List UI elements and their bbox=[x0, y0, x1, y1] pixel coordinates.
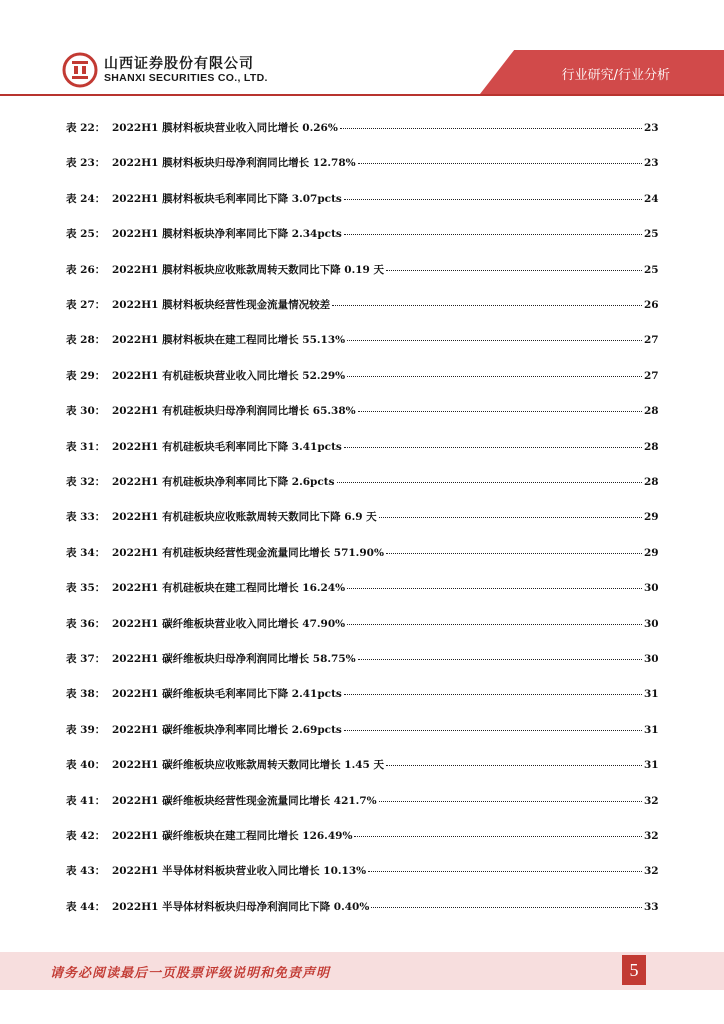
toc-entry-title: 2022H1 膜材料板块营业收入同比增长 0.26% bbox=[112, 122, 338, 134]
toc-entry-page: 31 bbox=[644, 759, 659, 772]
toc-entry[interactable] bbox=[66, 792, 658, 810]
toc-leader-dots bbox=[340, 118, 642, 129]
toc-entry[interactable] bbox=[66, 331, 658, 349]
toc-leader-dots bbox=[347, 330, 642, 341]
section-label: 行业研究/行业分析 bbox=[561, 68, 670, 83]
toc-entry[interactable] bbox=[66, 190, 658, 208]
toc-entry-page: 31 bbox=[644, 723, 659, 736]
toc-entry-title: 2022H1 有机硅板块毛利率同比下降 3.41pcts bbox=[112, 440, 342, 453]
toc-entry-title: 2022H1 有机硅板块经营性现金流量同比增长 571.90% bbox=[112, 546, 384, 559]
toc-entry-title: 2022H1 有机硅板块净利率同比下降 2.6pcts bbox=[112, 476, 335, 488]
page-number: 5 bbox=[622, 955, 646, 985]
toc-entry-page: 30 bbox=[644, 617, 659, 630]
toc-leader-dots bbox=[379, 791, 642, 802]
toc-entry-page: 28 bbox=[644, 405, 659, 418]
toc-entry-title: 2022H1 碳纤维板块毛利率同比下降 2.41pcts bbox=[112, 688, 342, 701]
toc-leader-dots bbox=[344, 720, 642, 731]
toc-entry-title: 2022H1 膜材料板块归母净利润同比增长 12.78% bbox=[112, 157, 356, 170]
toc-entry-page: 30 bbox=[644, 582, 659, 595]
toc-entry[interactable] bbox=[66, 367, 658, 385]
toc-leader-dots bbox=[368, 861, 642, 872]
company-name-cn: 山西证券股份有限公司 bbox=[104, 56, 254, 72]
toc-entry-label: 表 28： bbox=[66, 334, 106, 347]
toc-entry[interactable] bbox=[66, 579, 658, 597]
toc-leader-dots bbox=[332, 295, 642, 306]
toc-entry-title: 2022H1 碳纤维板块应收账款周转天数同比增长 1.45 天 bbox=[112, 759, 384, 772]
toc-entry-label: 表 30： bbox=[66, 405, 106, 418]
toc-leader-dots bbox=[358, 153, 642, 164]
toc-entry-page: 27 bbox=[644, 369, 659, 382]
toc-entry-page: 23 bbox=[644, 157, 659, 170]
toc-entry-label: 表 38： bbox=[66, 688, 106, 701]
toc-leader-dots bbox=[358, 401, 642, 412]
toc-entry-page: 29 bbox=[644, 546, 659, 559]
toc-entry-page: 33 bbox=[644, 900, 659, 913]
toc-entry-page: 32 bbox=[644, 794, 659, 807]
toc-entry-title: 2022H1 膜材料板块经营性现金流量情况较差 bbox=[112, 299, 331, 311]
toc-leader-dots bbox=[358, 649, 642, 660]
toc-entry-label: 表 29： bbox=[66, 369, 106, 382]
toc-leader-dots bbox=[386, 755, 642, 766]
toc-entry-page: 23 bbox=[644, 122, 659, 134]
toc-entry[interactable] bbox=[66, 898, 658, 916]
toc-leader-dots bbox=[344, 189, 642, 200]
toc-entry[interactable] bbox=[66, 615, 658, 633]
toc-entry-label: 表 24： bbox=[66, 192, 106, 205]
toc-entry[interactable] bbox=[66, 827, 658, 845]
toc-leader-dots bbox=[344, 224, 642, 235]
toc-entry[interactable] bbox=[66, 154, 658, 172]
toc-entry-title: 2022H1 膜材料板块净利率同比下降 2.34pcts bbox=[112, 228, 342, 241]
toc-leader-dots bbox=[386, 543, 642, 554]
toc-leader-dots bbox=[347, 614, 642, 625]
toc-entry-label: 表 39： bbox=[66, 723, 106, 736]
toc-entry-title: 2022H1 半导体材料板块归母净利润同比下降 0.40% bbox=[112, 900, 370, 913]
toc-entry-title: 2022H1 碳纤维板块在建工程同比增长 126.49% bbox=[112, 830, 353, 842]
toc-entry[interactable] bbox=[66, 685, 658, 703]
toc-entry-label: 表 35： bbox=[66, 582, 106, 595]
toc-leader-dots bbox=[344, 684, 642, 695]
toc-entry-label: 表 43： bbox=[66, 865, 106, 878]
toc-entry-label: 表 40： bbox=[66, 759, 106, 772]
toc-entry-page: 24 bbox=[644, 192, 659, 205]
toc-entry-label: 表 37： bbox=[66, 653, 106, 665]
toc-entry[interactable] bbox=[66, 438, 658, 456]
toc-leader-dots bbox=[337, 472, 642, 483]
toc-entry-title: 2022H1 半导体材料板块营业收入同比增长 10.13% bbox=[112, 865, 367, 878]
toc-entry-title: 2022H1 碳纤维板块经营性现金流量同比增长 421.7% bbox=[112, 794, 377, 807]
toc-entry-page: 28 bbox=[644, 440, 659, 453]
toc-entry-page: 25 bbox=[644, 228, 659, 241]
toc-entry[interactable] bbox=[66, 296, 658, 314]
toc-leader-dots bbox=[354, 826, 642, 837]
toc-entry-label: 表 32： bbox=[66, 476, 106, 488]
toc-entry-label: 表 27： bbox=[66, 299, 106, 311]
toc-entry-label: 表 42： bbox=[66, 830, 106, 842]
company-name-en: SHANXI SECURITIES CO., LTD. bbox=[104, 72, 268, 84]
toc-leader-dots bbox=[344, 437, 642, 448]
toc-entry-page: 32 bbox=[644, 830, 659, 842]
toc-leader-dots bbox=[386, 260, 642, 271]
toc-entry-title: 2022H1 膜材料板块在建工程同比增长 55.13% bbox=[112, 334, 346, 347]
toc-entry-label: 表 23： bbox=[66, 157, 106, 170]
toc-entry-label: 表 36： bbox=[66, 617, 106, 630]
toc-entry-label: 表 31： bbox=[66, 440, 106, 453]
toc-entry[interactable] bbox=[66, 721, 658, 739]
toc-entry-page: 31 bbox=[644, 688, 659, 701]
toc-entry-title: 2022H1 碳纤维板块归母净利润同比增长 58.75% bbox=[112, 653, 356, 665]
toc-entry-title: 2022H1 碳纤维板块营业收入同比增长 47.90% bbox=[112, 617, 346, 630]
toc-leader-dots bbox=[347, 366, 642, 377]
toc-entry-label: 表 22： bbox=[66, 122, 106, 134]
header-divider bbox=[0, 94, 724, 96]
toc-leader-dots bbox=[371, 897, 642, 908]
toc-entry[interactable] bbox=[66, 544, 658, 562]
toc-entry-title: 2022H1 有机硅板块应收账款周转天数同比下降 6.9 天 bbox=[112, 511, 377, 524]
toc-entry-title: 2022H1 膜材料板块毛利率同比下降 3.07pcts bbox=[112, 192, 342, 205]
toc-entry-page: 26 bbox=[644, 299, 659, 311]
toc-entry[interactable] bbox=[66, 261, 658, 279]
toc-entry-title: 2022H1 有机硅板块归母净利润同比增长 65.38% bbox=[112, 405, 356, 418]
toc-entry-page: 25 bbox=[644, 263, 659, 276]
toc-entry-page: 27 bbox=[644, 334, 659, 347]
toc-leader-dots bbox=[347, 578, 642, 589]
toc-entry-title: 2022H1 碳纤维板块净利率同比增长 2.69pcts bbox=[112, 723, 342, 736]
toc-entry-label: 表 41： bbox=[66, 794, 106, 807]
toc-entry[interactable] bbox=[66, 650, 658, 668]
toc-entry[interactable] bbox=[66, 402, 658, 420]
toc-entry-label: 表 44： bbox=[66, 900, 106, 913]
toc-entry[interactable] bbox=[66, 225, 658, 243]
shanxi-securities-logo-icon bbox=[62, 52, 98, 88]
toc-entry-label: 表 34： bbox=[66, 546, 106, 559]
toc-entry-page: 28 bbox=[644, 476, 659, 488]
toc-entry-label: 表 26： bbox=[66, 263, 106, 276]
toc-entry[interactable] bbox=[66, 756, 658, 774]
toc-entry-page: 30 bbox=[644, 653, 659, 665]
toc-entry[interactable] bbox=[66, 473, 658, 491]
toc-entry-title: 2022H1 有机硅板块在建工程同比增长 16.24% bbox=[112, 582, 346, 595]
toc-entry-page: 29 bbox=[644, 511, 659, 524]
toc-leader-dots bbox=[379, 507, 642, 518]
disclaimer-text: 请务必阅读最后一页股票评级说明和免责声明 bbox=[50, 966, 331, 981]
toc-entry[interactable] bbox=[66, 862, 658, 880]
toc-entry-title: 2022H1 有机硅板块营业收入同比增长 52.29% bbox=[112, 369, 346, 382]
toc-entry-title: 2022H1 膜材料板块应收账款周转天数同比下降 0.19 天 bbox=[112, 263, 384, 276]
toc-entry-page: 32 bbox=[644, 865, 659, 878]
toc-entry-label: 表 25： bbox=[66, 228, 106, 241]
toc-entry-label: 表 33： bbox=[66, 511, 106, 524]
toc-entry[interactable] bbox=[66, 508, 658, 526]
toc-entry[interactable] bbox=[66, 119, 658, 137]
